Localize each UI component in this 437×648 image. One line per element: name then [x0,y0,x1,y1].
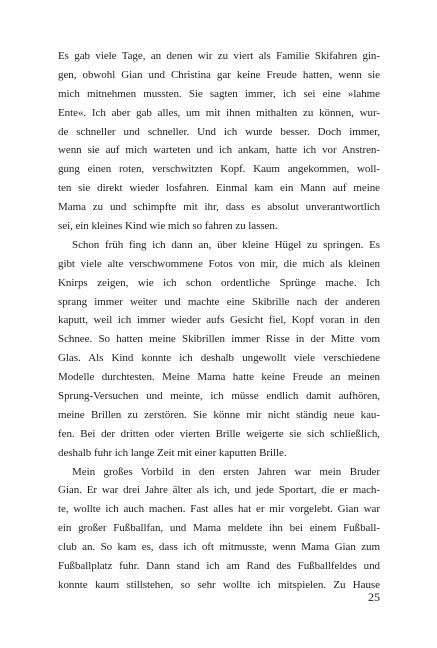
text-line: Glas. Als Kind konnte ich deshalb ungewollt viele verschiedene [58,352,380,365]
paragraph [58,47,380,236]
text-line: Ente«. Ich aber gab alles, um mit ihnen mithalten zu können, wur- [58,106,380,119]
text-line: Fußballplatz fuhr. Dann stand ich am Rand des Fußballfeldes und [58,560,380,573]
page-body [58,47,380,595]
text-line: kaputt, weil ich immer wieder aufs Gesicht fiel, Kopf voran in den [58,314,380,327]
text-line: meine Brillen zu zerstören. Sie könne mir nicht ständig neue kau- [58,408,380,421]
text-line: ein großer Fußballfan, und Mama meldete ihn bei einem Fußball- [58,522,380,535]
text-line: fen. Bei der dritten oder vierten Brille weigerte sie sich schließlich, [58,427,380,440]
text-line: sprang immer weiter und machte eine Skibrille nach der anderen [58,295,380,308]
text-line: gen, obwohl Gian und Christina gar keine Freude hatten, wenn sie [58,68,380,81]
text-line: club an. So kam es, dass ich oft mitmusste, wenn Mama Gian zum [58,541,380,554]
text-line: deshalb fuhr ich lange Zeit mit einer kaputten Brille. [58,446,287,459]
text-line: Es gab viele Tage, an denen wir zu viert als Familie Skifahren gin- [58,50,380,62]
text-line: Schnee. So hatten meine Skibrillen immer Risse in der Mitte vom [58,333,380,346]
text-line: Mein großes Vorbild in den ersten Jahren war mein Bruder [72,465,380,478]
text-line: Schon früh fing ich dann an, über kleine Hügel zu springen. Es [72,238,380,251]
text-line: mich mitnehmen mussten. Sie sagten immer, ich sei eine »lahme [58,87,380,100]
text-line: wenn sie auf mich warteten und ich ankam, hatte ich vor Anstren- [58,144,380,157]
text-line: gung einen roten, verschwitzten Kopf. Kaum angekommen, woll- [58,163,380,176]
text-line: Sprung-Versuchen und meinte, ich müsse endlich damit aufhören, [58,390,380,403]
text-line: Knirps zeigen, wie ich schon ordentliche Sprünge mache. Ich [58,276,380,289]
text-line: gibt viele alte verschwommene Fotos von mir, die mich als kleinen [58,257,380,270]
text-line: konnte kaum stillstehen, so sehr wollte ich mitspielen. Zu Hause [58,578,380,591]
page-number: 25 [368,590,380,604]
text-line: sei, ein kleines Kind wie mich so fahren zu lassen. [58,220,278,233]
paragraph [58,463,380,595]
paragraph [58,236,380,463]
text-line: Modelle durchtesten. Meine Mama hatte keine Freude an meinen [58,371,380,384]
text-line: ten sie direkt wieder losfahren. Einmal kam ein Mann auf meine [58,182,380,195]
text-line: Gian. Er war drei Jahre älter als ich, und jede Sportart, die er mach- [58,484,380,497]
text-line: te, wollte ich auch machen. Fast alles hat er mir vorgelebt. Gian war [58,503,380,516]
text-line: Mama zu und schimpfte mit ihr, dass es absolut unverantwortlich [58,201,380,214]
text-line: de schneller und schneller. Und ich wurde besser. Doch immer, [58,125,380,138]
